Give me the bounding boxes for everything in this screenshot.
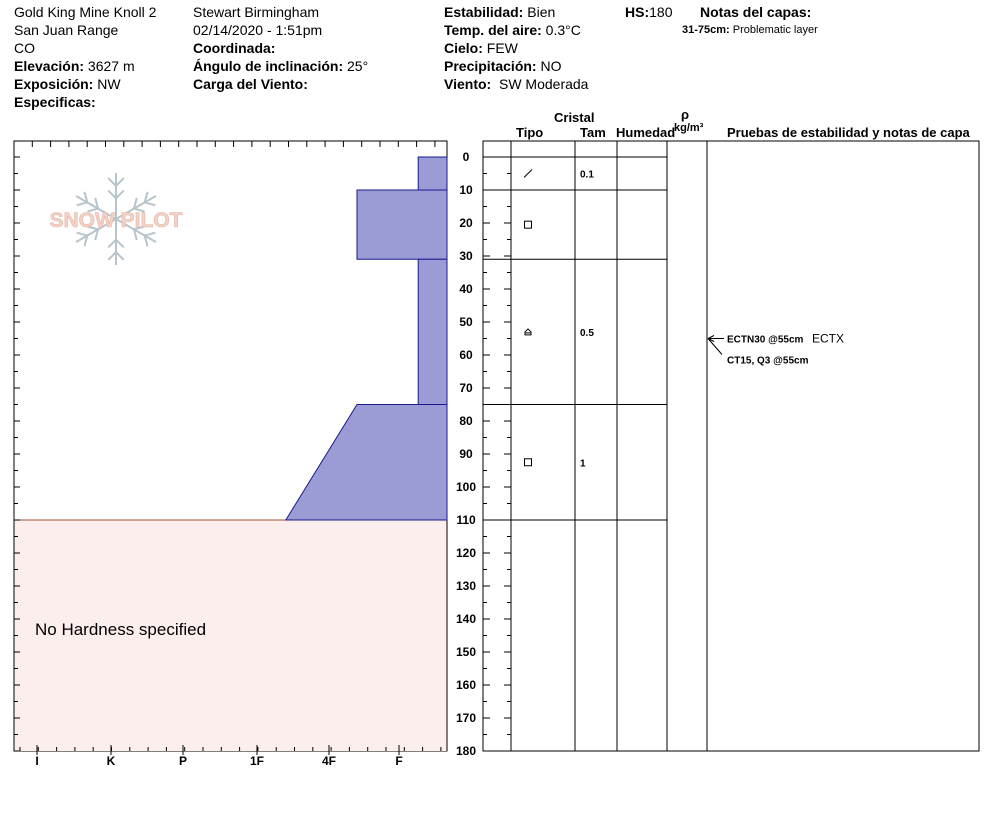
exposure-value: NW xyxy=(97,76,121,92)
test-arrow-2 xyxy=(708,339,722,355)
wind-label: Viento: xyxy=(444,76,492,92)
hardness-label-P: P xyxy=(178,754,188,768)
test-extra-1: ECTX xyxy=(812,331,845,346)
crystal-depth-hoar-icon xyxy=(525,329,531,335)
hardness-label-K: K xyxy=(106,754,116,768)
sky-label: Cielo: xyxy=(444,40,483,56)
hs-value: 180 xyxy=(649,4,673,20)
crystal-size-3: 1 xyxy=(580,458,586,470)
col-tipo: Tipo xyxy=(516,125,544,140)
elevation-value: 3627 m xyxy=(87,58,135,74)
crystal-faceted-icon xyxy=(525,459,532,466)
crystal-decomposing-icon xyxy=(524,170,532,178)
col-tests: Pruebas de estabilidad y notas de capa xyxy=(727,125,970,140)
layer-note-range: 31-75cm: xyxy=(682,24,730,36)
hardness-layer-1 xyxy=(357,190,447,259)
hardness-label-1F: 1F xyxy=(249,754,265,768)
hardness-label-F: F xyxy=(395,754,403,768)
mountain-range: San Juan Range xyxy=(14,22,119,38)
crystal-size-2: 0.5 xyxy=(580,327,594,339)
slope-label: Ángulo de inclinación: xyxy=(193,58,344,74)
col-humedad: Humedad xyxy=(616,125,676,140)
datetime: 02/14/2020 - 1:51pm xyxy=(193,22,323,38)
depth-label-60: 60 xyxy=(459,348,473,362)
depth-label-140: 140 xyxy=(455,612,477,626)
precip-value: NO xyxy=(540,58,562,74)
table-frame xyxy=(483,141,979,751)
slope-value: 25° xyxy=(347,58,369,74)
depth-label-50: 50 xyxy=(459,315,473,329)
hardness-layer-2 xyxy=(418,259,447,404)
state: CO xyxy=(14,40,35,56)
depth-label-130: 130 xyxy=(455,579,477,593)
depth-label-20: 20 xyxy=(459,216,473,230)
layer-table xyxy=(483,141,979,751)
test-result-2: CT15, Q3 @55cm xyxy=(727,355,809,367)
coordinate-label: Coordinada: xyxy=(193,40,276,56)
specifics-label: Especificas: xyxy=(14,94,96,110)
observer: Stewart Birmingham xyxy=(193,4,320,20)
depth-label-110: 110 xyxy=(456,513,476,527)
depth-label-100: 100 xyxy=(455,480,477,494)
depth-label-90: 90 xyxy=(459,447,473,461)
depth-label-40: 40 xyxy=(459,282,473,296)
exposure-label: Exposición: xyxy=(14,76,94,92)
depth-label-120: 120 xyxy=(455,546,477,560)
stability-label: Estabilidad: xyxy=(444,4,524,20)
col-density-unit: kg/m³ xyxy=(674,122,704,134)
depth-label-80: 80 xyxy=(459,414,473,428)
depth-label-30: 30 xyxy=(459,249,473,263)
hardness-label-4F: 4F xyxy=(321,754,337,768)
col-cristal: Cristal xyxy=(554,110,595,125)
sky-value: FEW xyxy=(486,40,518,56)
depth-label-10: 10 xyxy=(459,183,473,197)
stability-value: Bien xyxy=(527,4,556,20)
depth-label-0: 0 xyxy=(462,150,470,164)
hs-label: HS: xyxy=(625,4,650,20)
hardness-plot xyxy=(14,141,447,768)
crystal-size-0: 0.1 xyxy=(580,169,594,181)
location-name: Gold King Mine Knoll 2 xyxy=(14,4,157,20)
depth-label-70: 70 xyxy=(459,381,473,395)
depth-label-150: 150 xyxy=(455,645,477,659)
crystal-faceted-icon xyxy=(525,221,532,228)
wind-value: SW Moderada xyxy=(498,76,589,92)
layer-notes-label: Notas del capas: xyxy=(700,4,812,20)
logo-text: SNOW PILOT xyxy=(49,209,183,232)
col-tam: Tam xyxy=(580,125,606,140)
depth-label-170: 170 xyxy=(455,711,477,725)
col-rho: ρ xyxy=(681,107,690,122)
hardness-layer-0 xyxy=(418,157,447,190)
stability-tests xyxy=(708,332,844,367)
layer-note-text: Problematic layer xyxy=(732,24,818,36)
no-hardness-label: No Hardness specified xyxy=(35,620,207,639)
depth-label-160: 160 xyxy=(455,678,477,692)
depth-label-180: 180 xyxy=(455,744,477,758)
precip-label: Precipitación: xyxy=(444,58,537,74)
wind-load-label: Carga del Viento: xyxy=(193,76,308,92)
test-result-1: ECTN30 @55cm xyxy=(727,334,804,346)
elevation-label: Elevación: xyxy=(14,58,85,74)
air-temp-label: Temp. del aire: xyxy=(444,22,542,38)
air-temp-value: 0.3°C xyxy=(545,22,581,38)
hardness-label-I: I xyxy=(35,754,39,768)
